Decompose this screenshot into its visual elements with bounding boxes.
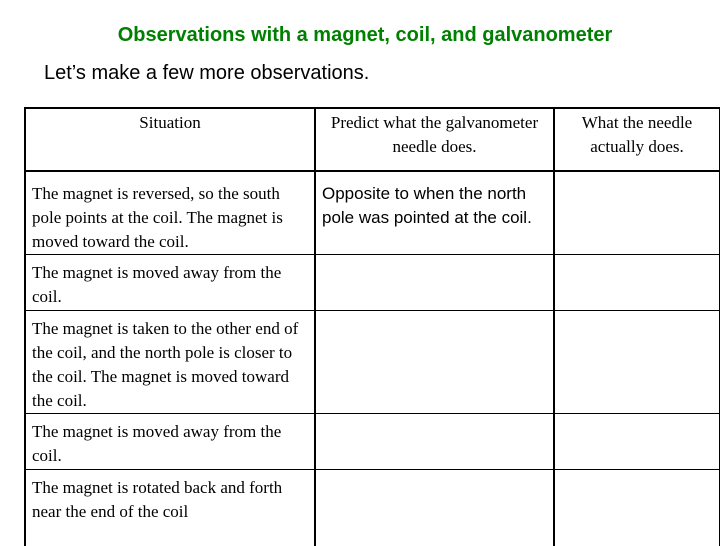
prediction-cell[interactable]: [315, 470, 554, 546]
column-header-actual: What the needle actually does.: [554, 108, 720, 171]
situation-cell: The magnet is reversed, so the south pole points at the coil. The magnet is moved toward the coil.: [25, 171, 315, 255]
situation-cell: The magnet is moved away from the coil.: [25, 414, 315, 470]
actual-cell[interactable]: [554, 470, 720, 546]
prediction-cell[interactable]: [315, 255, 554, 311]
situation-cell: The magnet is rotated back and forth near the end of the coil: [25, 470, 315, 546]
situation-cell: The magnet is taken to the other end of the coil, and the north pole is closer to the coil. The magnet is moved toward the coil.: [25, 311, 315, 414]
table-header-row: [25, 108, 720, 171]
column-header-prediction: Predict what the galvanometer needle does.: [315, 108, 554, 171]
actual-cell[interactable]: [554, 311, 720, 414]
actual-cell[interactable]: [554, 414, 720, 470]
table-row: [25, 171, 720, 255]
page-title: Observations with a magnet, coil, and galvanometer: [0, 24, 720, 47]
table-row: [25, 470, 720, 546]
prediction-cell[interactable]: [315, 311, 554, 414]
prediction-cell[interactable]: [315, 414, 554, 470]
actual-cell[interactable]: [554, 171, 720, 255]
table-row: [25, 414, 720, 470]
table-row: [25, 311, 720, 414]
prediction-cell[interactable]: Opposite to when the north pole was pointed at the coil.: [315, 171, 554, 255]
page-subtitle: Let’s make a few more observations.: [44, 62, 369, 85]
table-row: [25, 255, 720, 311]
column-header-situation: Situation: [25, 108, 315, 171]
situation-cell: The magnet is moved away from the coil.: [25, 255, 315, 311]
observations-table: [24, 107, 720, 546]
actual-cell[interactable]: [554, 255, 720, 311]
